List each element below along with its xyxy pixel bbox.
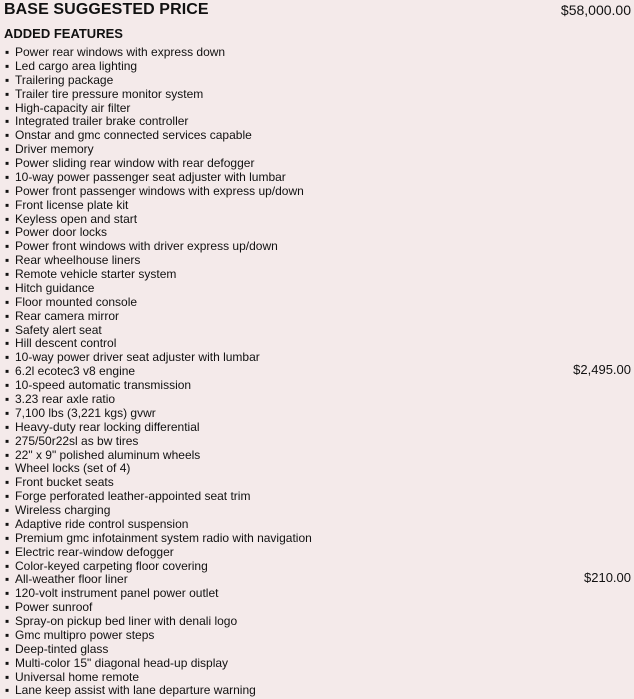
feature-item [5, 559, 631, 573]
feature-label: Deep-tinted glass [15, 641, 109, 656]
feature-label: Gmc multipro power steps [15, 627, 155, 642]
feature-price: $2,495.00 [573, 362, 631, 378]
feature-label: 3.23 rear axle ratio [15, 392, 116, 406]
feature-item [5, 156, 631, 170]
bullet-icon: ▪ [5, 530, 10, 545]
bullet-icon: ▪ [5, 433, 10, 448]
bullet-icon: ▪ [5, 211, 10, 226]
bullet-icon: ▪ [5, 183, 10, 198]
feature-item [5, 628, 631, 642]
feature-label: Integrated trailer brake controller [15, 114, 189, 129]
feature-label: Power sunroof [15, 600, 93, 615]
base-price-row [4, 1, 631, 19]
feature-label: 275/50r22sl as bw tires [15, 433, 139, 448]
bullet-icon: ▪ [5, 378, 10, 393]
feature-price: $210.00 [584, 570, 631, 586]
feature-label: Adaptive ride control suspension [15, 516, 189, 531]
bullet-icon: ▪ [5, 558, 10, 573]
bullet-icon: ▪ [5, 225, 10, 240]
feature-label: Keyless open and start [15, 211, 138, 226]
feature-label: Safety alert seat [15, 322, 102, 337]
bullet-icon: ▪ [5, 475, 10, 490]
feature-label: Multi-color 15" diagonal head-up display [15, 655, 229, 670]
added-features-heading: ADDED FEATURES [4, 26, 123, 41]
feature-label: 10-way power passenger seat adjuster with lumbar [15, 169, 286, 184]
bullet-icon: ▪ [5, 86, 10, 101]
feature-label: 10-speed automatic transmission [15, 378, 192, 393]
feature-item [5, 545, 631, 559]
bullet-icon: ▪ [5, 516, 10, 531]
feature-item [5, 503, 631, 517]
feature-label: High-capacity air filter [15, 100, 131, 115]
feature-item [5, 73, 631, 87]
feature-label: All-weather floor liner [15, 572, 128, 587]
feature-item [5, 461, 631, 475]
feature-item [5, 212, 631, 226]
feature-item [5, 128, 631, 142]
feature-item [5, 101, 631, 115]
bullet-icon: ▪ [5, 197, 10, 212]
feature-label: Spray-on pickup bed liner with denali logo [15, 614, 238, 629]
feature-item [5, 406, 631, 420]
feature-label: Power door locks [15, 225, 108, 240]
feature-label: Led cargo area lighting [15, 58, 138, 73]
feature-label: Electric rear-window defogger [15, 544, 174, 559]
feature-label: Heavy-duty rear locking differential [15, 419, 200, 434]
feature-label: Rear wheelhouse liners [15, 253, 141, 268]
feature-item [5, 586, 631, 600]
feature-item [5, 225, 631, 239]
bullet-icon: ▪ [5, 308, 10, 323]
feature-label: Lane keep assist with lane departure warning [15, 683, 256, 698]
feature-item [5, 170, 631, 184]
bullet-icon: ▪ [5, 614, 10, 629]
feature-item [5, 642, 631, 656]
base-price-title: BASE SUGGESTED PRICE [4, 1, 209, 18]
bullet-icon: ▪ [5, 600, 10, 615]
feature-item [5, 489, 631, 503]
feature-item [5, 448, 631, 462]
feature-label: Power front windows with driver express up/down [15, 239, 278, 254]
feature-item [5, 87, 631, 101]
bullet-icon: ▪ [5, 72, 10, 87]
feature-item [5, 281, 631, 295]
feature-label: Power rear windows with express down [15, 45, 226, 59]
feature-label: Power front passenger windows with express up/down [15, 183, 304, 198]
feature-item [5, 323, 631, 337]
bullet-icon: ▪ [5, 683, 10, 698]
feature-item [5, 198, 631, 212]
bullet-icon: ▪ [5, 128, 10, 143]
bullet-icon: ▪ [5, 169, 10, 184]
bullet-icon: ▪ [5, 586, 10, 601]
feature-label: 7,100 lbs (3,221 kgs) gvwr [15, 405, 156, 420]
feature-item [5, 475, 631, 489]
bullet-icon: ▪ [5, 336, 10, 351]
feature-item [5, 420, 631, 434]
feature-label: Wireless charging [15, 503, 111, 518]
feature-label: Wheel locks (set of 4) [15, 461, 131, 476]
bullet-icon: ▪ [5, 350, 10, 365]
bullet-icon: ▪ [5, 503, 10, 518]
feature-label: Trailer tire pressure monitor system [15, 86, 204, 101]
feature-item [5, 114, 631, 128]
feature-item [5, 295, 631, 309]
feature-item [5, 239, 631, 253]
bullet-icon: ▪ [5, 627, 10, 642]
bullet-icon: ▪ [5, 45, 10, 59]
bullet-icon: ▪ [5, 641, 10, 656]
feature-label: Front license plate kit [15, 197, 129, 212]
base-price-value: $58,000.00 [560, 2, 631, 18]
feature-label: Front bucket seats [15, 475, 114, 490]
feature-label: Floor mounted console [15, 294, 138, 309]
bullet-icon: ▪ [5, 239, 10, 254]
feature-item [5, 142, 631, 156]
bullet-icon: ▪ [5, 447, 10, 462]
bullet-icon: ▪ [5, 364, 10, 379]
bullet-icon: ▪ [5, 655, 10, 670]
feature-label: 10-way power driver seat adjuster with lumbar [15, 350, 260, 365]
bullet-icon: ▪ [5, 100, 10, 115]
feature-label: Remote vehicle starter system [15, 267, 177, 282]
feature-item [5, 253, 631, 267]
feature-item [5, 656, 631, 670]
feature-item [5, 670, 631, 684]
feature-item [5, 350, 631, 364]
bullet-icon: ▪ [5, 669, 10, 684]
feature-item [5, 364, 631, 378]
feature-label: Premium gmc infotainment system radio with navigation [15, 530, 312, 545]
bullet-icon: ▪ [5, 461, 10, 476]
feature-label: Universal home remote [15, 669, 140, 684]
bullet-icon: ▪ [5, 392, 10, 406]
feature-label: Rear camera mirror [15, 308, 120, 323]
feature-item [5, 378, 631, 392]
bullet-icon: ▪ [5, 156, 10, 171]
feature-label: Hitch guidance [15, 280, 95, 295]
bullet-icon: ▪ [5, 544, 10, 559]
feature-item [5, 309, 631, 323]
feature-label: 22" x 9" polished aluminum wheels [15, 447, 201, 462]
feature-item [5, 600, 631, 614]
feature-item [5, 683, 631, 697]
bullet-icon: ▪ [5, 253, 10, 268]
feature-label: Color-keyed carpeting floor covering [15, 558, 208, 573]
bullet-icon: ▪ [5, 419, 10, 434]
feature-item [5, 517, 631, 531]
feature-label: Hill descent control [15, 336, 117, 351]
feature-label: Trailering package [15, 72, 114, 87]
feature-item [5, 45, 631, 59]
feature-label: 120-volt instrument panel power outlet [15, 586, 219, 601]
bullet-icon: ▪ [5, 294, 10, 309]
feature-item [5, 59, 631, 73]
bullet-icon: ▪ [5, 280, 10, 295]
feature-label: 6.2l ecotec3 v8 engine [15, 364, 136, 379]
feature-label: Power sliding rear window with rear defogger [15, 156, 255, 171]
feature-item [5, 572, 631, 586]
bullet-icon: ▪ [5, 58, 10, 73]
bullet-icon: ▪ [5, 114, 10, 129]
feature-item [5, 336, 631, 350]
feature-item [5, 434, 631, 448]
feature-item [5, 531, 631, 545]
bullet-icon: ▪ [5, 322, 10, 337]
feature-item [5, 392, 631, 406]
bullet-icon: ▪ [5, 142, 10, 157]
feature-item [5, 614, 631, 628]
bullet-icon: ▪ [5, 572, 10, 587]
feature-label: Driver memory [15, 142, 94, 157]
bullet-icon: ▪ [5, 267, 10, 282]
feature-label: Forge perforated leather-appointed seat trim [15, 489, 251, 504]
feature-item [5, 184, 631, 198]
feature-item [5, 267, 631, 281]
feature-label: Onstar and gmc connected services capable [15, 128, 252, 143]
bullet-icon: ▪ [5, 405, 10, 420]
bullet-icon: ▪ [5, 489, 10, 504]
